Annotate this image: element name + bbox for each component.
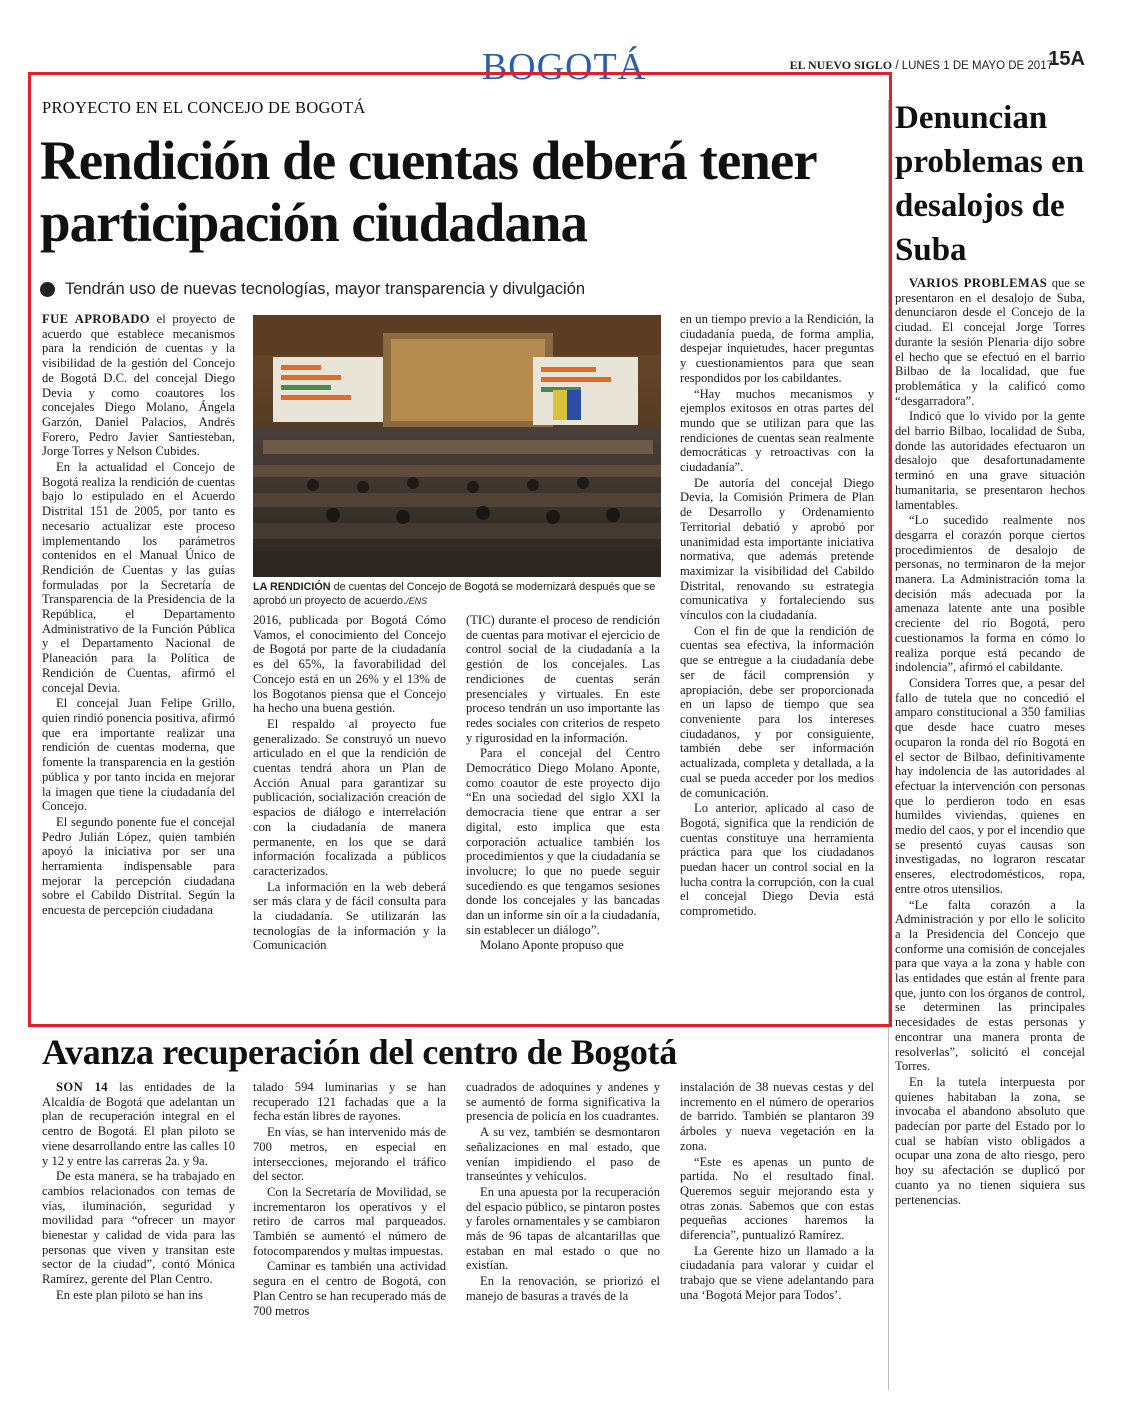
paragraph: talado 594 luminarias y se han recuperado 121 fachadas que a la fecha están libres de rayones. xyxy=(253,1080,446,1124)
lead-in: FUE APROBADO xyxy=(42,312,151,326)
paragraph: De esta manera, se ha trabajado en cambios relacionados con temas de vías, iluminación, seguridad y movilidad para “ofrecer un mayor bienestar y calidad de vida para las personas que viven y transitan este sector de la ciudad”, contó Mónica Ramírez, gerente del Plan Centro. xyxy=(42,1169,235,1287)
council-chamber-photo xyxy=(253,315,661,577)
bottom-column-1 xyxy=(42,1080,235,1390)
lead-in: SON 14 xyxy=(56,1080,109,1094)
lead-in: VARIOS PROBLEMAS xyxy=(909,276,1048,290)
paragraph: Considera Torres que, a pesar del fallo de tutela que no concedió el amparo constitucional a 350 familias que desde hace cuatro meses ocuparon la ronda del río Bogotá en el sector de Bilbao, definitivamente hay indolencia de las autoridades al efectuar la intervención con personas que lo perdieron todo en esas humildes viviendas, quienes en medio del caos, y por el incendio que se presentó cuyas causas son investigadas, no lograron rescatar enseres, electrodomésticos, ropa, entre otros utensilios. xyxy=(895,675,1085,896)
main-column-3 xyxy=(466,613,660,1007)
paragraph: en un tiempo previo a la Rendición, la ciudadanía pueda, de forma amplia, despejar inquietudes, hacer preguntas y cuestionamientos para que sean respondidos por los cabildantes. xyxy=(680,312,874,385)
caption-lead: LA RENDICIÓN xyxy=(253,581,331,593)
paragraph: Indicó que lo vivido por la gente del barrio Bilbao, localidad de Suba, donde las autoridades efectuaron un desalojo que desafortunadamente terminó en una grave situación humanitaria, se presentaron hechos lamentables. xyxy=(895,409,1085,512)
photo-caption xyxy=(253,581,661,608)
paragraph: En la renovación, se priorizó el manejo de basuras a través de la xyxy=(466,1274,660,1303)
paragraph: La información en la web deberá ser más clara y de fácil consulta para la ciudadanía. Se utilizarán las tecnologías de la información y la Comunicación xyxy=(253,879,446,953)
paragraph: Caminar es también una actividad segura en el centro de Bogotá, con Plan Centro se han recuperado más de 700 metros xyxy=(253,1259,446,1318)
photo-credit: /ENS xyxy=(406,595,428,606)
paragraph: En la tutela interpuesta por quienes habitaban la zona, se invocaba el abandono absoluto que padecían por parte del Estado por lo cual se habían visto obligados a ocupar una zona de alto riesgo, pero hoy su afectación se duplicó por cuanto ya no tienen siquiera sus pertenencias. xyxy=(895,1074,1085,1207)
paragraph: El segundo ponente fue el concejal Pedro Julián López, quien también apoyó la iniciativa por ser una herramienta indispensable para mejorar la percepción ciudadana sobre el Cabildo Distrital. Según la encuesta de percepción ciudadana xyxy=(42,814,235,918)
caption-text: de cuentas del Concejo de Bogotá se modernizará después que se aprobó un proyecto de acuerdo. xyxy=(253,581,656,607)
publication-name: EL NUEVO SIGLO xyxy=(789,58,893,72)
article-kicker: PROYECTO EN EL CONCEJO DE BOGOTÁ xyxy=(42,98,366,117)
paragraph: Para el concejal del Centro Democrático Diego Molano Aponte, como coautor de este proyecto dijo “En una sociedad del siglo XXI la democracia tiene que entrar a ser digital, esto implica que esta corporación actualice también los procedimientos y que la ciudadanía se involucre; lo que no puede seguir sucediendo es que tengamos sesiones donde los concejales y las bancadas dan un informe sin oír a la ciudadanía, sin establecer un diálogo”. xyxy=(466,746,660,937)
paragraph: Con la Secretaría de Movilidad, se incrementaron los operativos y el retiro de carros mal parqueados. También se aumentó el número de fotocomparendos y multas impuestas. xyxy=(253,1184,446,1258)
paragraph: “Le falta corazón a la Administración y por ello le solicito a la Presidencia del Concejo que conforme una comisión de concejales para que vaya a la zona y hable con las entidades que están al frente para que, junto con los órganos de control, se determinen las principales necesidades de estas personas y encontrar una manera pronta de resolverlas”, solicitó el concejal Torres. xyxy=(895,897,1085,1074)
issue-date: LUNES 1 DE MAYO DE 2017 xyxy=(901,60,1053,72)
article-photo xyxy=(253,315,661,577)
column-divider xyxy=(888,100,889,1390)
bullet-icon xyxy=(40,282,55,297)
paragraph: El respaldo al proyecto fue generalizado. Se construyó un nuevo articulado en el que la rendición de cuentas tendrá ahora un Plan de Acción Anual para garantizar su publicación, socialización creación de espacios de diálogo e interrelación con la ciudadanía de manera permanente, en los que se dará información focalizada a públicos caracterizados. xyxy=(253,716,446,878)
paragraph: VARIOS PROBLEMAS que se presentaron en el desalojo de Suba, denunciaron desde el Concejo de la ciudad. El concejal Jorge Torres durante la sesión Plenaria dijo sobre el hecho que se efectuó en el barrio Bilbao de la localidad, que fue problemática y la calificó como “desgarradora”. xyxy=(895,276,1085,408)
paragraph: “Lo sucedido realmente nos desgarra el corazón porque ciertos procedimientos de desalojo de personas, no terminaron de la mejor manera. La Administración toma la decisión más adecuada por la amenaza latente ante una posible creciente del río Bogotá, pero cuestionamos la forma en cómo lo realiza porque está pecando de indolencia”, afirmó el cabildante. xyxy=(895,513,1085,675)
paragraph: En este plan piloto se han ins xyxy=(56,1287,203,1302)
paragraph: Con el fin de que la rendición de cuentas sea efectiva, la información que se entregue a la ciudadanía debe ser de fácil comprensión y apropiación, debe ser proporcionada en un lapso de tiempo que sea conveniente para los intereses ciudadanos, y por consiguiente, también debe ser información actualizada, completa y detallada, a la cual se pueda acceder por los medios de comunicación. xyxy=(680,623,874,800)
bottom-column-4 xyxy=(680,1080,874,1390)
paragraph: SON 14 las entidades de la Alcaldía de Bogotá que adelantan un plan de recuperación integral en el centro de Bogotá. El plan piloto se viene desarrollando entre las calles 10 y 12 y entre las carreras 2a. y 9a. xyxy=(42,1080,235,1168)
subhead-text: Tendrán uso de nuevas tecnologías, mayor transparencia y divulgación xyxy=(65,280,586,298)
publication-date-line: EL NUEVO SIGLO / LUNES 1 DE MAYO DE 2017 xyxy=(789,58,1053,72)
paragraph: instalación de 38 nuevas cestas y del incremento en el número de operarios de barrido. También se plantaron 39 árboles y nueva vegetación en la zona. xyxy=(680,1080,874,1153)
paragraph: “Este es apenas un punto de partida. No el resultado final. Queremos seguir mejorando esta y otras zonas. Sabemos que con estas pequeñas acciones haremos la diferencia”, puntualizó Ramírez. xyxy=(680,1154,874,1243)
paragraph: Molano Aponte propuso que xyxy=(480,938,624,953)
main-column-4 xyxy=(680,312,874,1007)
side-column xyxy=(895,276,1085,1388)
side-headline: Denuncian problemas en desalojos de Suba xyxy=(895,100,1085,268)
bottom-column-3 xyxy=(466,1080,660,1390)
bottom-column-2 xyxy=(253,1080,446,1390)
bottom-headline: Avanza recuperación del centro de Bogotá xyxy=(42,1032,677,1072)
paragraph: El concejal Juan Felipe Grillo, quien rindió ponencia positiva, afirmó que era importante realizar una rendición de cuentas moderna, que fomente la transparencia en la gestión pública y por tanto incida en mejorar la imagen que tiene la ciudadanía del Concejo. xyxy=(42,696,235,814)
section-name: BOGOTÁ xyxy=(481,46,647,88)
paragraph: Lo anterior, aplicado al caso de Bogotá, significa que la rendición de cuentas constituye una herramienta práctica para que los ciudadanos puedan hacer un control social en la lucha contra la corrupción, con la cual el concejal Diego Devia está comprometido. xyxy=(680,801,874,919)
main-column-1 xyxy=(42,312,235,1007)
paragraph: La Gerente hizo un llamado a la ciudadanía para valorar y cuidar el trabajo que se viene adelantando para una ‘Bogotá Mejor para Todos’. xyxy=(680,1243,874,1302)
paragraph: cuadrados de adoquines y andenes y se aumentó de forma significativa la presencia de policía en los cuadrantes. xyxy=(466,1080,660,1124)
paragraph: En vías, se han intervenido más de 700 metros, en especial en intersecciones, mejorando el tráfico del sector. xyxy=(253,1125,446,1184)
paragraph: A su vez, también se desmontaron señalizaciones en mal estado, que venían impidiendo el paso de transeúntes y vehículos. xyxy=(466,1125,660,1184)
article-headline: Rendición de cuentas deberá tener participación ciudadana xyxy=(40,130,816,253)
paragraph: De autoría del concejal Diego Devia, la Comisión Primera de Plan de Desarrollo y Ordenamiento Territorial debatió y aprobó por unanimidad esta importante iniciativa normativa, que además pretende maximizar la visibilidad del Cabildo Distrital, renovando su estrategia comunicativa y fortaleciendo sus vínculos con la ciudadanía. xyxy=(680,475,874,623)
article-subhead xyxy=(40,280,585,299)
main-column-2 xyxy=(253,613,446,1007)
paragraph: FUE APROBADO el proyecto de acuerdo que establece mecanismos para la rendición de cuentas y la visibilidad de la gestión del Concejo de Bogotá D.C. del concejal Diego Devia y como coautores los concejales Diego Molano, Ángela Garzón, Daniel Palacios, Andrés Forero, Pedro Javier Santiesteban, Jorge Torres y Nelson Cubides. xyxy=(42,312,235,459)
paragraph: En una apuesta por la recuperación del espacio público, se pintaron postes y faroles ornamentales y se cambiaron más de 96 tapas de alcantarillas que estaban en mal estado o que no existían. xyxy=(466,1184,660,1273)
paragraph: “Hay muchos mecanismos y ejemplos exitosos en otras partes del mundo que se utilizan para que las rendiciones de cuentas sean realmente democráticas y retroactivas con la ciudadanía”. xyxy=(680,386,874,475)
paragraph: En la actualidad el Concejo de Bogotá realiza la rendición de cuentas bajo lo estipulado en el Acuerdo Distrital 151 de 2005, por tanto es necesario actualizar este proceso implementando los parámetros contenidos en el Manual Único de Rendición de Cuentas y las guías formuladas por la Secretaría de Transparencia de la Presidencia de la República, el Departamento Administrativo de la Función Pública y el Departamento Nacional de Planeación para la Política de Rendición de Cuentas, afirmó el concejal Devia. xyxy=(42,460,235,695)
paragraph: 2016, publicada por Bogotá Cómo Vamos, el conocimiento del Concejo de Bogotá por parte de la ciudadanía es del 65%, la favorabilidad del Concejo está en un 26% y el 13% de los Bogotanos piensa que el Concejo ha hecho una buena gestión. xyxy=(253,613,446,716)
page-number: 15A xyxy=(1048,48,1085,70)
paragraph: (TIC) durante el proceso de rendición de cuentas para motivar el ejercicio de control social de la ciudadanía a la gestión de los concejales. Las rendiciones de cuentas serán presenciales y virtuales. En este proceso tendrán un uso importante las redes sociales con criterios de respeto y rigurosidad en la información. xyxy=(466,613,660,745)
